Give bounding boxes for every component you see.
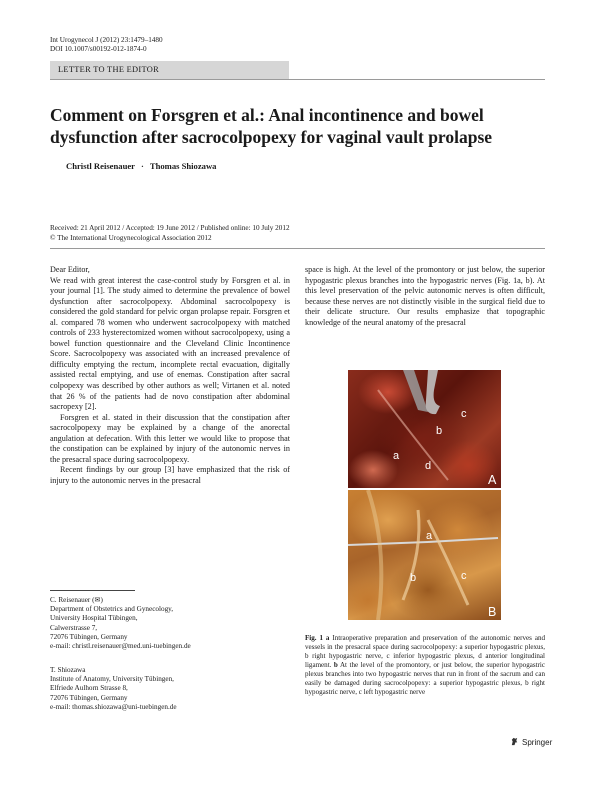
salutation: Dear Editor, [50,265,90,274]
affiliation-line: Institute of Anatomy, University Tübingen, [50,675,174,684]
caption-part-b: b [333,660,338,669]
author-name[interactable]: Thomas Shiozawa [149,161,217,171]
figure-panel-b-photo [348,490,501,620]
affiliation-line: 72076 Tübingen, Germany [50,632,128,641]
dates-rule [50,248,545,249]
affiliation-line: University Hospital Tübingen, [50,614,138,623]
figure-label-c: c [461,408,467,420]
figure-label-b: b [410,572,417,584]
figure-panel-a-photo [348,370,501,488]
affiliation-1 [50,596,191,651]
history-dates: Received: 21 April 2012 / Accepted: 19 June 2012 / Published online: 10 July 2012 [50,224,290,232]
body-left-column [50,265,290,486]
dissection-overlay-graphic [348,490,501,620]
author-list [66,161,216,171]
affiliation-line: Elfriede Aulhorn Strasse 8, [50,684,128,693]
title-line-1: Comment on Forsgren et al.: Anal incontinence and bowel [50,105,484,125]
publisher-name: Springer [522,738,553,747]
affiliation-2 [50,666,177,712]
figure-caption [305,634,545,697]
section-bar [50,61,289,79]
article-title [50,104,550,148]
copyright: © The International Urogynecological Association 2012 [50,233,212,242]
caption-text: a superior hypogastric plexus, b right hypogastric nerve, c inferior hypogastric plexus, d anterior longitudinal ligament. [305,642,546,669]
doi[interactable]: DOI 10.1007/s00192-012-1874-0 [50,45,147,53]
author-name[interactable]: Christl Reisenauer [66,161,135,171]
affiliation-email[interactable]: e-mail: thomas.shiozawa@uni-tuebingen.de [50,702,177,711]
publisher-logo [510,737,552,747]
body-paragraph: space is high. At the level of the promontory or just below, the superior hypogastric plexus branches into the hypogastric nerves (Fig. 1a, b). At this level preservation of the pelvic autonomic nerves is often difficult, because these nerves are not distinctly visible in the surgical field due to their delicate structure. Our results emphasize that topographic knowledge of the neural anatomy of the presacral [305,265,545,327]
header-rule [50,79,545,80]
springer-horse-icon [510,737,519,746]
figure-label-a: a [426,530,433,542]
caption-text: Intraoperative preparation and preservation of the autonomic nerves and vessels in the presacral space during sacrocolpopexy: [305,634,545,651]
affiliation-email[interactable]: e-mail: christl.reisenauer@med.uni-tuebingen.de [50,642,191,651]
figure-label-b: b [436,425,443,437]
body-paragraph: Recent findings by our group [3] have emphasized that the risk of injury to the autonomic nerves in the presacral [50,465,290,485]
affiliation-author: C. Reisenauer (✉) [50,596,103,604]
panel-letter-a: A [488,473,497,487]
figure-label-c: c [461,570,467,582]
figure-label-d: d [425,460,432,472]
affiliation-line: Department of Obstetrics and Gynecology, [50,605,174,614]
section-label: LETTER TO THE EDITOR [58,65,159,74]
affiliation-line: 72076 Tübingen, Germany [50,693,128,702]
affiliation-author: T. Shiozawa [50,666,86,674]
affiliation-rule [50,590,135,591]
panel-letter-b: B [488,605,497,619]
figure-label-a: a [393,450,400,462]
caption-text: At the level of the promontory, or just below, the superior hypogastric plexus branches into two hypogastric nerves that run in front of the sacrum and can easily be damaged during sacrocolpopexy: a superior hypogastric plexus, b right hypogastric nerve, c left hypogastric nerve [305,660,545,696]
caption-part-a: a [325,634,330,642]
publication-dates [50,224,550,243]
journal-reference: Int Urogynecol J (2012) 23:1479–1480 [50,36,163,44]
body-paragraph: Forsgren et al. stated in their discussion that the constipation after sacrocolpopexy may be explained by a change of the anorectal angulation at defecation. With this letter we would like to propose that the constipation can be explained by injury of the autonomic nerves in the presacral space during sacrocolpopexy. [50,412,290,464]
title-line-2: dysfunction after sacrocolpopexy for vaginal vault prolapse [50,127,493,147]
author-separator: · [140,161,144,171]
body-right-column [305,265,545,328]
affiliation-line: Calwerstrasse 7, [50,623,98,632]
caption-label: Fig. 1 [305,634,323,642]
body-paragraph: We read with great interest the case-control study by Forsgren et al. in your journal [1]. The study aimed to determine the prevalence of bowel dysfunction after sacrocolpopexy. Abdominal sacrocolpopexy is considered the gold standard for pelvic organ prolapse repair. Forsgren et al. compared 78 women who underwent sacrocolpopexy with matched controls of 233 hysterectomized women without sacrocolpopexy, using a bowel function questionnaire and the Cleveland Clinic Incontinence Score. Sacrocolpopexy was associated with an increased prevalence of difficulty emptying the rectum, incomplete rectal evacuation, digitally assisted rectal emptying, and use of enemas. Constipation after sacral colpopexy was described by other authors as well; Virtanen et al. noted that 26 % of the patients had de novo constipation after abdominal sacropexy [2]. [50,275,290,412]
